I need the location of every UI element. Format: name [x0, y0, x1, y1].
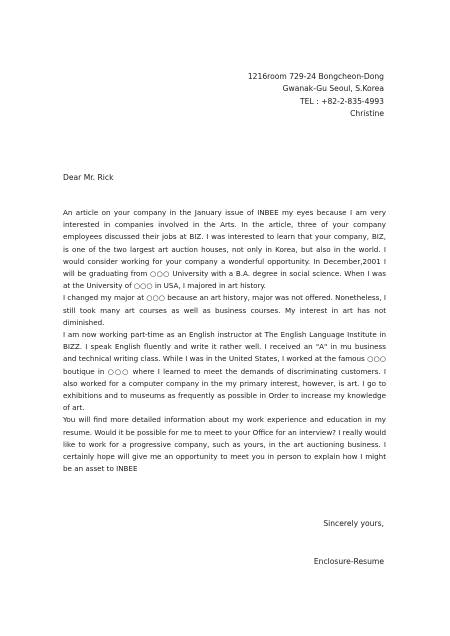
closing: Sincerely yours,	[323, 519, 384, 528]
body-paragraph: I am now working part-time as an English instructor at The English Language Institute in BIZZ. I speak English fluently and write it rather well. I received an "A" in mu business and technical writing class. While I was in the United States, I worked at the famous ○○○ boutique in ○○○ where I learned to meet the demands of discriminating customers. I also worked for a computer company in the my primary interest, however, is art. I go to exhibitions and to museums as frequently as possible in Order to increase my knowledge of art.	[63, 330, 386, 413]
body-paragraph: You will find more detailed information about my work experience and education in my resume. Would it be possible for me to meet to your Office for an interview? I really would like to work for a progressive company, such as yours, in the art auctioning business. I certainly hope will give me an opportunity to meet you in person to explain how I might be an asset to INBEE	[63, 415, 386, 474]
phone-line: TEL : +82-2-835-4993	[300, 96, 384, 106]
letter-body	[63, 207, 386, 475]
enclosure-note: Enclosure-Resume	[313, 557, 384, 566]
sender-address-block	[248, 71, 384, 120]
salutation: Dear Mr. Rick	[63, 173, 114, 182]
sender-name: Christine	[350, 108, 384, 118]
body-paragraph: An article on your company in the January issue of INBEE my eyes because I am very interested in companies involved in the Arts. In the article, three of your company employees discussed their jobs at BIZ. I was interested to learn that your company, BIZ, is one of the two largest art auction houses, not only in Korea, but also in the world. I would consider working for your company a wonderful opportunity. In December,2001 I will be graduating from ○○○ University with a B.A. degree in social science. When I was at the University of ○○○ in USA, I majored in art history.	[63, 208, 386, 291]
address-line: 1216room 729-24 Bongcheon-Dong	[247, 72, 384, 81]
address-line: Gwanak-Gu Seoul, S.Korea	[282, 84, 384, 94]
body-paragraph: I changed my major at ○○○ because an art history, major was not offered. Nonetheless, I still took many art courses as well as business courses. My interest in art has not diminished.	[63, 293, 386, 327]
